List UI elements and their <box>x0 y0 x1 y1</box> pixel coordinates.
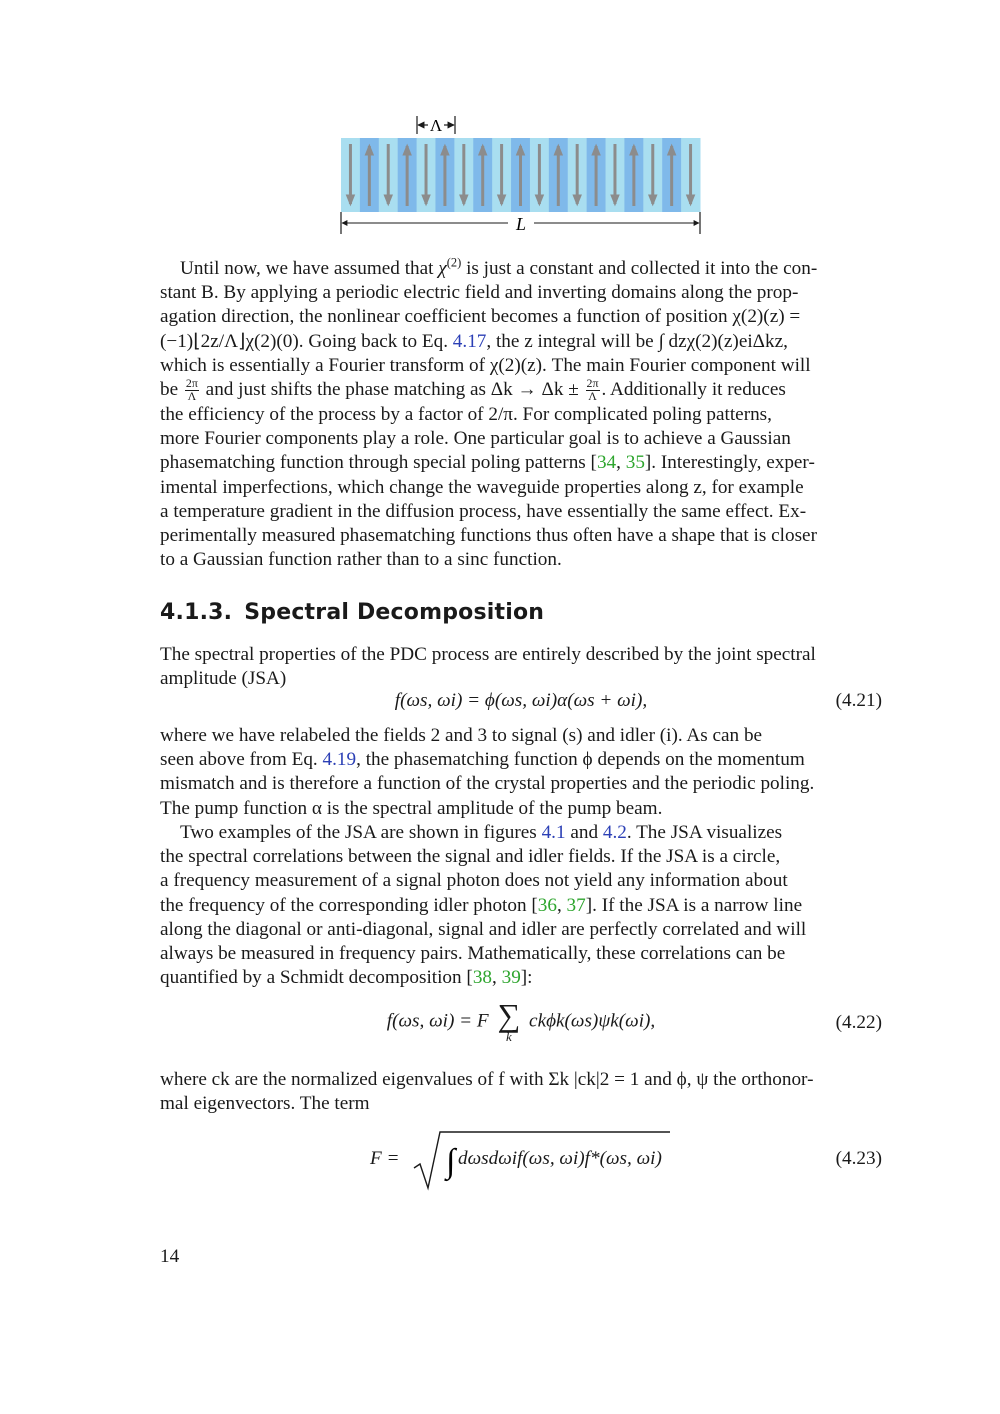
p3-line-3: mismatch and is therefore a function of the crystal properties and the periodic poling. <box>160 773 815 795</box>
citation-36[interactable]: 36 <box>537 894 557 916</box>
section-heading <box>160 600 556 625</box>
p1-line-5: which is essentially a Fourier transform of χ(2)(z). The main Fourier component will <box>160 354 811 376</box>
p1-line-13: to a Gaussian function rather than to a sinc function. <box>160 549 562 571</box>
section-title: Spectral Decomposition <box>244 600 545 625</box>
p4-line-4: the frequency of the corresponding idler photon [36, 37]. If the JSA is a narrow line <box>160 894 803 916</box>
p1-line-11: a temperature gradient in the diffusion process, have essentially the same effect. Ex- <box>160 500 807 522</box>
figure-ref-4-2[interactable]: 4.2 <box>602 822 627 843</box>
summation-symbol: ∑ k <box>497 997 521 1044</box>
p1-line-1: Until now, we have assumed that $\chi^{(2)}$ is just a constant and collected it into the con- <box>180 255 818 279</box>
eq-ref-4-19[interactable]: 4.19 <box>322 749 357 771</box>
fraction-2pi-lambda: $\frac{2\pi}{\Lambda}$ <box>185 376 198 404</box>
p4-line-5: along the diagonal or anti-diagonal, signal and idler are perfectly correlated and will <box>160 918 807 940</box>
p5-line-1: where ck are the normalized eigenvalues of f with Σk |ck|2 = 1 and ϕ, ψ the orthonor- <box>160 1069 814 1090</box>
p2-line-1: The spectral properties of the PDC process are entirely described by the joint spectral <box>160 644 816 665</box>
equation-4-22-body: f(ωs, ωi) = F ∑ k ckϕk(ωs)ψk(ωi), <box>386 997 656 1044</box>
p3-line-2: seen above from Eq. 4.19, the phasematching function ϕ depends on the momentum <box>160 749 805 771</box>
citation-35[interactable]: 35 <box>625 452 645 474</box>
p4-line-7: quantified by a Schmidt decomposition [38, 39]: <box>160 967 533 989</box>
p4-line-1: Two examples of the JSA are shown in figures 4.1 and 4.2. The JSA visualizes <box>180 822 783 843</box>
poling-figure <box>336 112 706 242</box>
p1-line-9: phasematching function through special poling patterns [34, 35]. Interestingly, exper- <box>160 452 815 474</box>
p1-line-10: imental imperfections, which change the waveguide properties along z, for example <box>160 476 804 498</box>
p1-line-2: stant B. By applying a periodic electric field and inverting domains along the prop- <box>160 282 799 304</box>
equation-4-23 <box>160 1128 882 1194</box>
equation-4-21-body: f(ωs, ωi) = ϕ(ωs, ωi)α(ωs + ωi), <box>394 690 648 711</box>
citation-39[interactable]: 39 <box>501 967 521 989</box>
svg-text:∫: ∫ <box>446 1143 456 1180</box>
paragraph-schmidt <box>160 1068 882 1116</box>
domain-stripes <box>341 138 701 212</box>
equation-4-22-number: (4.22) <box>835 1012 882 1033</box>
period-label: Λ <box>429 116 443 135</box>
paragraph-jsa-intro <box>160 643 882 691</box>
length-label: L <box>515 214 527 234</box>
section-number: 4.1.3. <box>160 600 233 625</box>
eq-ref-4-17[interactable]: 4.17 <box>452 330 487 352</box>
p1-line-6: be $\frac{2\pi}{\Lambda}$ and just shifts the phase matching as Δk → Δk ± $\frac{2\pi}{\Lambda}$ . Additionally it reduces <box>160 376 786 404</box>
p2-line-2: amplitude (JSA) <box>160 668 287 690</box>
fraction-2pi-lambda-2: $\frac{2\pi}{\Lambda}$ <box>586 376 599 404</box>
p1-line-8: more Fourier components play a role. One particular goal is to achieve a Gaussian <box>160 428 791 450</box>
equation-4-21-number: (4.21) <box>835 690 882 711</box>
p1-line-3: agation direction, the nonlinear coefficient becomes a function of position χ(2)(z) = <box>160 306 801 328</box>
p5-line-2: mal eigenvectors. The term <box>160 1093 370 1115</box>
equation-4-23-left: F = <box>370 1148 400 1169</box>
citation-38[interactable]: 38 <box>472 967 492 989</box>
p1-line-12: perimentally measured phasematching functions thus often have a shape that is closer <box>160 525 817 547</box>
citation-37[interactable]: 37 <box>566 894 586 916</box>
p3-line-4: The pump function α is the spectral amplitude of the pump beam. <box>160 797 663 819</box>
paragraph-relabel <box>160 724 882 821</box>
paragraph-quasi-phase-matching <box>160 257 882 572</box>
p4-line-6: always be measured in frequency pairs. Mathematically, these correlations can be <box>160 943 786 965</box>
paragraph-jsa-examples <box>160 821 882 990</box>
p4-line-3: a frequency measurement of a signal photon does not yield any information about <box>160 870 788 892</box>
page-number: 14 <box>160 1246 180 1267</box>
figure-ref-4-1[interactable]: 4.1 <box>541 822 566 843</box>
p1-line-4: (−1)⌊2z/Λ⌋χ(2)(0). Going back to Eq. 4.17, the z integral will be ∫ dzχ(2)(z)eiΔkz, <box>160 330 788 352</box>
citation-34[interactable]: 34 <box>596 452 617 474</box>
equation-4-23-number: (4.23) <box>835 1148 882 1169</box>
equation-4-23-integrand: dωsdωif(ωs, ωi)f*(ωs, ωi) <box>458 1148 662 1169</box>
p1-line-7: the efficiency of the process by a factor of 2/π. For complicated poling patterns, <box>160 404 772 426</box>
equation-4-22 <box>160 997 882 1060</box>
p3-line-1: where we have relabeled the fields 2 and 3 to signal (s) and idler (i). As can be <box>160 725 763 746</box>
p4-line-2: the spectral correlations between the signal and idler fields. If the JSA is a circle, <box>160 846 781 868</box>
